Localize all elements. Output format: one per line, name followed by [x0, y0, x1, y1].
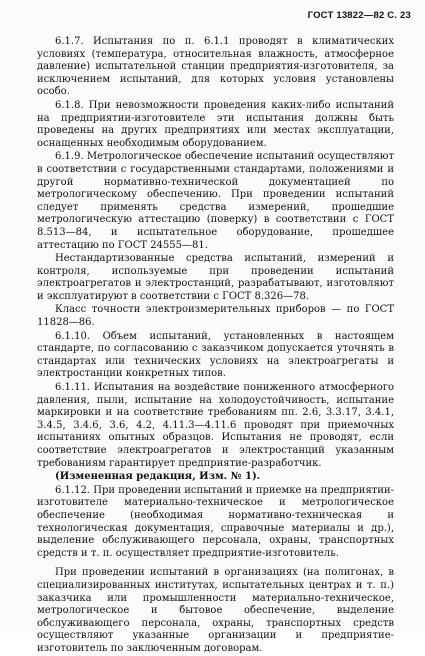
paragraph-6-1-7: 6.1.7. Испытания по п. 6.1.1 проводят в климатических условиях (температура, относительная влажность, атмосферное давление) испытательной станции предприятия-изготовителя, за исключением испытаний, для которых условия установлены особо.	[37, 36, 394, 98]
paragraph-organizations: При проведении испытаний в организациях (на полигонах, в специализированных институтах, испытательных центрах и т. п.) заказчика или промышленности материально-техническое, метрологическое и бытовое обеспечение, выделение обслуживающего персонала, охраны, транспортных средств осуществляют указанные организации и предприятие-изготовитель по заключенным договорам.	[37, 567, 394, 654]
amendment-note: (Измененная редакция, Изм. № 1).	[55, 471, 261, 483]
paragraph-nonstandard-instruments: Нестандартизованные средства испытаний, измерений и контроля, используемые при проведении испытаний электроагрегатов и электростанций, разрабатывают, изготовляют и эксплуатируют в соответствии с ГОСТ 8.326—78.	[37, 253, 394, 302]
paragraph-6-1-11: 6.1.11. Испытания на воздействие пониженного атмосферного давления, пыли, испытание на холодоустойчивость, испытание маркировки и на соответствие требованиям пп. 2.6, 3.3.17, 3.4.1, 3.4.5, 3.4.6, 3.6, 4.2, 4.11.3—4.11.6 проводят при приемочных испытаниях опытных образцов. Испытания не проводят, если соответствие электроагрегатов и электростанций указанным требованиям гарантирует предприятие-разработчик.	[37, 382, 394, 469]
paragraph-6-1-8: 6.1.8. При невозможности проведения каких-либо испытаний на предприятии-изготовителе эти испытания должны быть проведены на других предприятиях или местах эксплуатации, оснащенных необходимым оборудованием.	[37, 99, 394, 149]
document-body	[37, 36, 394, 656]
paragraph-6-1-9: 6.1.9. Метрологическое обеспечение испытаний осуществляют в соответствии с государственными стандартами, положениями и другой нормативно-технической документацией по метрологическому обеспечению. При проведении испытаний следует применять средства измерений, прошедшие метрологическую аттестацию (поверку) в соответствии с ГОСТ 8.513—84, и испытательное оборудование, прошедшее аттестацию по ГОСТ 24555—81.	[37, 151, 394, 251]
paragraph-6-1-10: 6.1.10. Объем испытаний, установленных в настоящем стандарте, по согласованию с заказчиком допускается уточнять в стандартах или технических условиях на электроагрегаты и электростанции конкретных типов.	[37, 330, 394, 380]
paragraph-accuracy-class: Класс точности электроизмерительных приборов — по ГОСТ 11828—86.	[37, 304, 394, 329]
standard-number: ГОСТ 13822—82	[307, 10, 385, 21]
page-number: С. 23	[387, 10, 411, 21]
paragraph-6-1-12: 6.1.12. При проведении испытаний и приемке на предприятии-изготовителе материально-техническое и метрологическое обеспечение (необходимая нормативно-техническая и технологическая документация, справочные материалы и др.), выделение обслуживающего персонала, охраны, транспортных средств и т. п. осуществляет предприятие-изготовитель.	[37, 484, 394, 559]
page-header	[308, 10, 411, 21]
